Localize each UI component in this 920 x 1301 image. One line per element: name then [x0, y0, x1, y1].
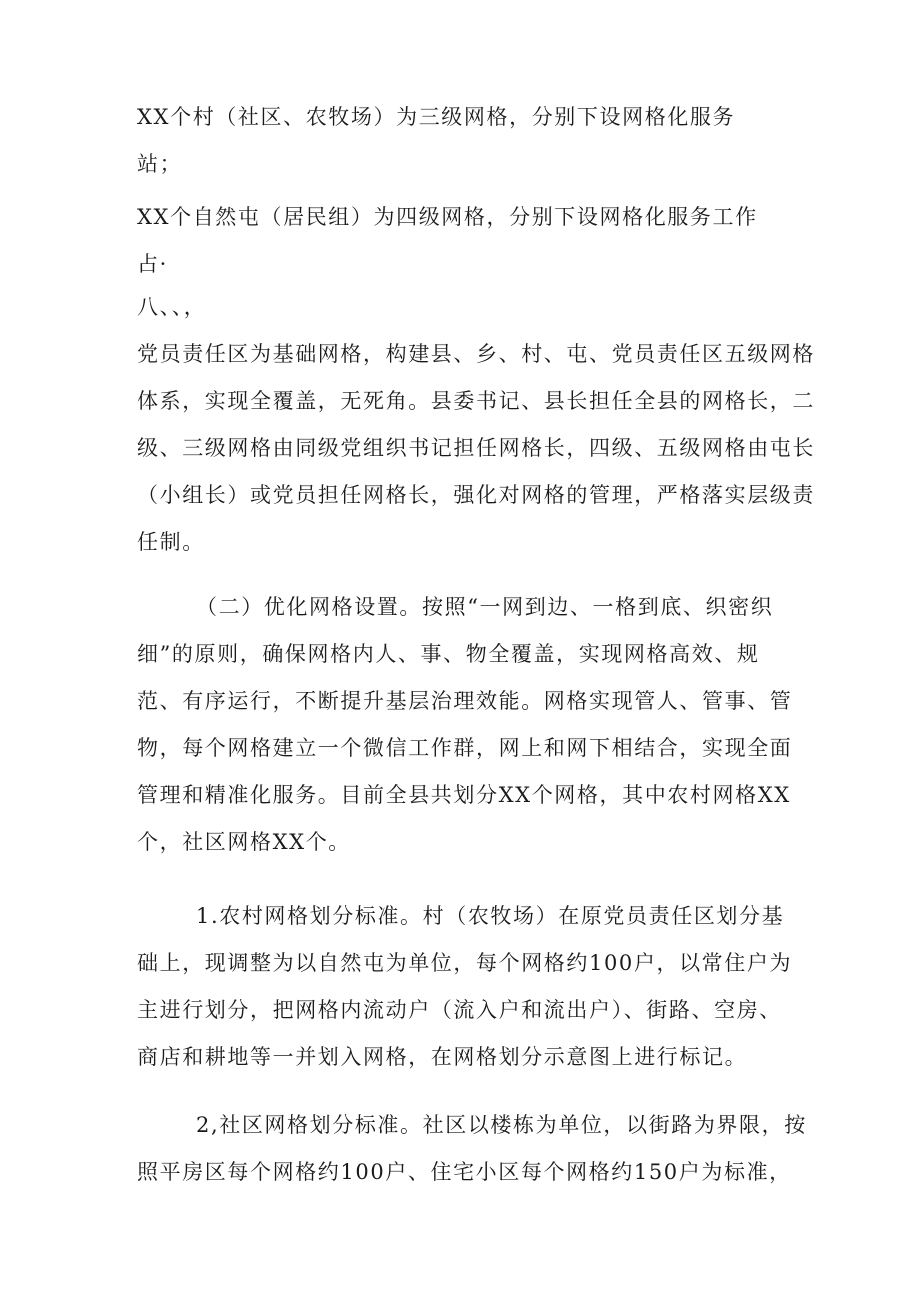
- text-line: 细”的原则，确保网格内人、事、物全覆盖，实现网格高效、规: [137, 642, 760, 666]
- text-line: 照平房区每个网格约100户、住宅小区每个网格约150户为标准，: [137, 1160, 792, 1184]
- paragraph-heading: 2,社区网格划分标准。社区以楼栋为单位，以街路为界限，按: [196, 1113, 807, 1137]
- text-line: 商店和耕地等一并划入网格，在网格划分示意图上进行标记。: [137, 1045, 748, 1069]
- text-line: 主进行划分，把网格内流动户（流入户和流出户）、街路、空房、: [137, 998, 782, 1022]
- text-line: 范、有序运行，不断提升基层治理效能。网格实现管人、管事、管: [137, 689, 793, 713]
- text-line: 站；: [137, 152, 183, 176]
- text-line: 体系，实现全覆盖，无死角。县委书记、县长担任全县的网格长，二: [137, 389, 815, 413]
- text-line: 级、三级网格由同级党组织书记担任网格长，四级、五级网格由屯长: [137, 436, 815, 460]
- text-line: 管理和精准化服务。目前全县共划分XX个网格，其中农村网格XX: [137, 783, 791, 807]
- paragraph-heading: 1.农村网格划分标准。村（农牧场）在原党员责任区划分基: [196, 904, 785, 928]
- text-line: 党员责任区为基础网格，构建县、乡、村、屯、党员责任区五级网格: [137, 342, 815, 366]
- text-line: XX个自然屯（居民组）为四级网格，分别下设网格化服务工作: [137, 205, 758, 229]
- text-line: 础上，现调整为以自然屯为单位，每个网格约100户，以常住户为: [137, 951, 793, 975]
- text-line: 任制。: [137, 530, 205, 554]
- text-line: 占·: [137, 252, 168, 276]
- text-line: 个，社区网格XX个。: [137, 830, 351, 854]
- text-line: （小组长）或党员担任网格长，强化对网格的管理，严格落实层级责: [137, 483, 815, 507]
- paragraph-heading: （二）优化网格设置。按照“一网到边、一格到底、织密织: [196, 595, 774, 619]
- text-line: XX个村（社区、农牧场）为三级网格，分别下设网格化服务: [137, 105, 736, 129]
- text-line: 物，每个网格建立一个微信工作群，网上和网下相结合，实现全面: [137, 736, 793, 760]
- text-line: 八、、，: [137, 295, 207, 319]
